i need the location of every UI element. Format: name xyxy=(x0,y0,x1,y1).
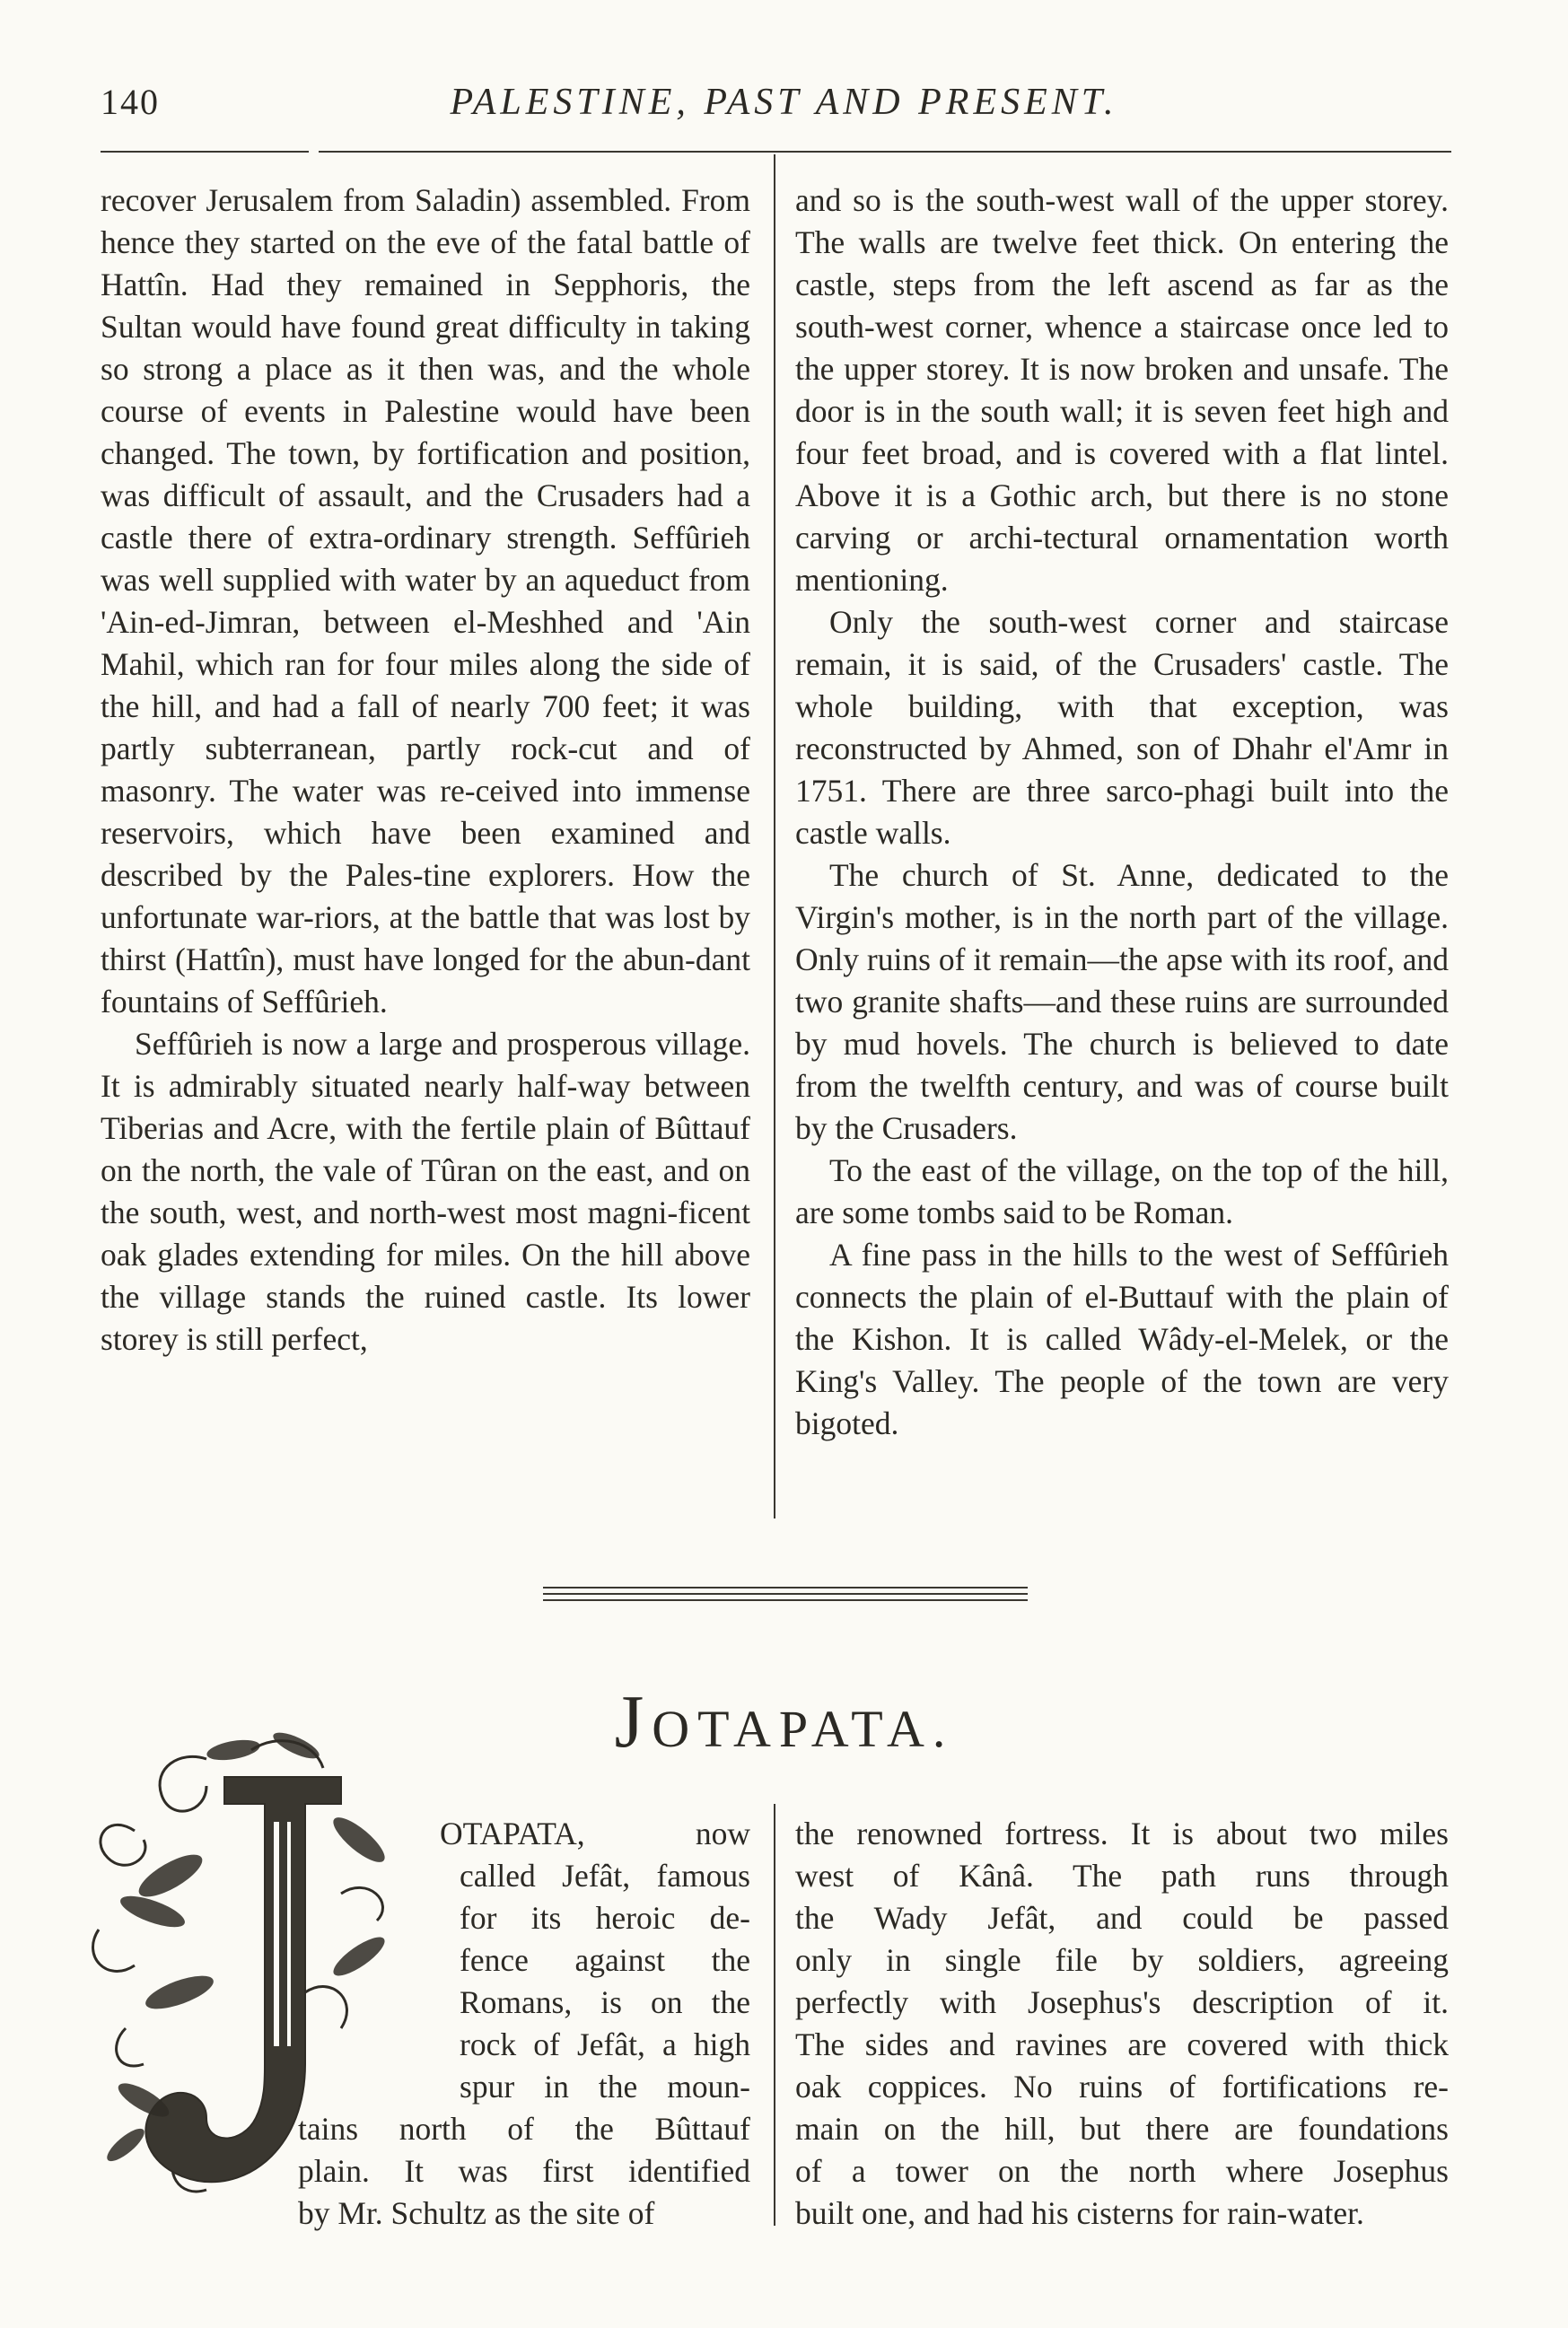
text-line: for its heroic de- xyxy=(460,1900,750,1936)
section-column-divider xyxy=(774,1804,775,2226)
text-line: Romans, is on the xyxy=(460,1984,750,2020)
text-line: perfectly with Josephus's description of it. xyxy=(795,1984,1449,2020)
paragraph: To the east of the village, on the top of the hill, are some tombs said to be Roman. xyxy=(795,1152,1449,1230)
text-line: of a tower on the north where Josephus xyxy=(795,2153,1449,2189)
text-line: OTAPATA, now xyxy=(440,1816,750,1851)
header-rule-left xyxy=(101,151,309,153)
paragraph: The church of St. Anne, dedicated to the Virgin's mother, is in the north part of the village. Only ruins of it remain—the apse with its roof, and two granite shafts—and these ruins are surrounded by mud hovels. The church is believed to date from the twelfth century, and was of course built by the Crusaders. xyxy=(795,857,1449,1146)
text-line: called Jefât, famous xyxy=(460,1858,750,1894)
text-line: rock of Jefât, a high xyxy=(460,2026,750,2062)
section-separator xyxy=(543,1587,1028,1606)
text-line: only in single file by soldiers, agreeing xyxy=(795,1942,1449,1978)
text-line: the renowned fortress. It is about two miles xyxy=(795,1816,1449,1851)
text-line: built one, and had his cisterns for rain-water. xyxy=(795,2195,1364,2231)
text-line: oak coppices. No ruins of fortifications re- xyxy=(795,2069,1449,2105)
text-line: by Mr. Schultz as the site of xyxy=(298,2195,655,2231)
page-header xyxy=(0,81,1568,135)
section-title-initial: J xyxy=(614,1680,653,1764)
text-line: fence against the xyxy=(460,1942,750,1978)
text-line: plain. It was first identified xyxy=(298,2153,750,2189)
section-title-rest: OTAPATA. xyxy=(652,1700,954,1758)
text-line: the Wady Jefât, and could be passed xyxy=(795,1900,1449,1936)
text-line: The sides and ravines are covered with thick xyxy=(795,2026,1449,2062)
page-number: 140 xyxy=(101,82,160,122)
text-line: main on the hill, but there are foundations xyxy=(795,2111,1449,2147)
text-line: west of Kânâ. The path runs through xyxy=(795,1858,1449,1894)
left-column xyxy=(101,179,750,1361)
section-left-column xyxy=(289,1813,750,2235)
header-rule-right xyxy=(319,151,1451,153)
paragraph: and so is the south-west wall of the upper storey. The walls are twelve feet thick. On entering the castle, steps from the left ascend as far as the south-west corner, whence a staircase once led to the upper storey. It is now broken and unsafe. The door is in the south wall; it is seven feet high and four feet broad, and is covered with a flat lintel. Above it is a Gothic arch, but there is no stone carving or archi-tectural ornamentation worth mentioning. xyxy=(795,182,1449,598)
column-divider xyxy=(774,154,775,1518)
right-column xyxy=(795,179,1449,1445)
running-title: PALESTINE, PAST AND PRESENT. xyxy=(450,82,1118,123)
paragraph: A fine pass in the hills to the west of Seffûrieh connects the plain of el-Buttauf with the plain of the Kishon. It is called Wâdy-el-Melek, or the King's Valley. The people of the town are very bigoted. xyxy=(795,1237,1449,1441)
paragraph: Only the south-west corner and staircase remain, it is said, of the Crusaders' castle. The whole building, with that exception, was reconstructed by Ahmed, son of Dhahr el'Amr in 1751. There are three sarco-phagi built into the castle walls. xyxy=(795,604,1449,851)
text-line: spur in the moun- xyxy=(460,2069,750,2105)
text-line: tains north of the Bûttauf xyxy=(298,2111,750,2147)
paragraph: recover Jerusalem from Saladin) assembled. From hence they started on the eve of the fatal battle of Hattîn. Had they remained in Sepphoris, the Sultan would have found great difficulty in taking so strong a place as it then was, and the whole course of events in Palestine would have been changed. The town, by fortification and position, was difficult of assault, and the Crusaders had a castle there of extra-ordinary strength. Seffûrieh was well supplied with water by an aqueduct from 'Ain-ed-Jimran, between el-Meshhed and 'Ain Mahil, which ran for four miles along the side of the hill, and had a fall of nearly 700 feet; it was partly subterranean, partly rock-cut and of masonry. The water was re-ceived into immense reservoirs, which have been examined and described by the Pales-tine explorers. How the unfortunate war-riors, at the battle that was lost by thirst (Hattîn), must have longed for the abun-dant fountains of Seffûrieh. xyxy=(101,182,750,1020)
paragraph: Seffûrieh is now a large and prosperous village. It is admirably situated nearly half-way between Tiberias and Acre, with the fertile plain of Bûttauf on the north, the vale of Tûran on the east, and on the south, west, and north-west most magni-ficent oak glades extending for miles. On the hill above the village stands the ruined castle. Its lower storey is still perfect, xyxy=(101,1026,750,1357)
section-right-column xyxy=(795,1813,1449,2235)
